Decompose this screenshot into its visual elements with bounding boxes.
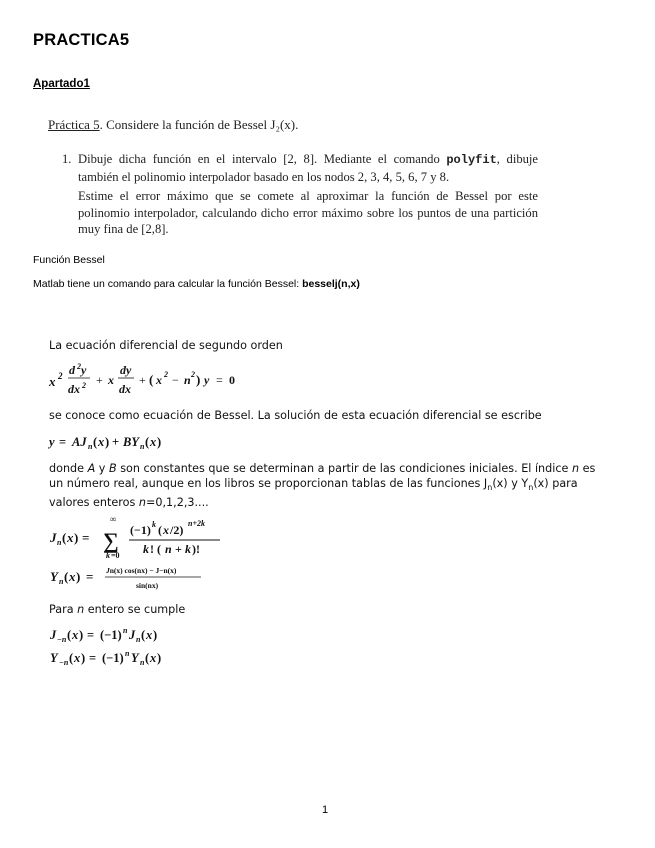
svg-text:(−1): (−1) [130, 523, 151, 537]
svg-text:(: ( [145, 651, 150, 665]
matlab-note-text: Matlab tiene un comando para calcular la función Bessel: [33, 278, 303, 290]
svg-text:(: ( [69, 651, 74, 665]
svg-text:): ) [105, 435, 110, 449]
svg-text:2: 2 [58, 371, 63, 381]
svg-text:J: J [50, 530, 57, 545]
para-n-text-3: entero se cumple [84, 603, 186, 616]
svg-text:x: x [98, 435, 105, 449]
item-text-a: Dibuje dicha función en el intervalo [2, 8]. Mediante el comando [78, 152, 447, 166]
svg-text:x: x [49, 374, 56, 389]
donde-A: A [87, 462, 96, 475]
svg-text:2: 2 [164, 370, 168, 379]
svg-text:n: n [140, 442, 145, 451]
svg-text:dx: dx [68, 382, 80, 396]
svg-text:=: = [87, 628, 95, 642]
svg-text:k: k [152, 520, 156, 529]
svg-text:x: x [150, 435, 157, 449]
donde-text-7: =0,1,2,3.... [145, 496, 209, 510]
svg-text:=: = [216, 373, 223, 387]
svg-text:+: + [139, 373, 146, 387]
svg-text:): ) [153, 628, 158, 642]
donde-text-3: son constantes que se determinan a partir de las condiciones iniciales. El índice [116, 462, 572, 475]
svg-text:Y: Y [50, 651, 58, 665]
svg-text:(: ( [67, 628, 72, 642]
svg-text:n: n [184, 373, 191, 387]
svg-text:! (: ! ( [150, 542, 161, 556]
svg-text:=: = [59, 435, 67, 449]
svg-text:(: ( [145, 435, 150, 449]
para-n-n: n [77, 603, 85, 616]
svg-text:−n: −n [57, 635, 67, 644]
exercise-heading-label: Práctica 5 [48, 117, 100, 132]
svg-text:n: n [88, 442, 93, 451]
svg-text:BY: BY [123, 435, 139, 449]
donde-B: B [108, 462, 117, 475]
exercise-item-number: 1. [62, 152, 72, 166]
para-n-entero [49, 603, 185, 616]
svg-text:x: x [150, 651, 157, 665]
svg-text:): ) [196, 372, 201, 387]
svg-text:0: 0 [229, 373, 235, 387]
donde-text-4: es un número real, aunque en los libros se proporcionan tablas de las funciones J [49, 462, 596, 490]
donde-n: n [571, 462, 580, 475]
svg-text:x: x [156, 373, 162, 387]
item-text-b: , dibuje también el polinomio interpolador basado en los nodos 2, 3, 4, 5, 6, 7 y 8. [78, 152, 538, 184]
svg-text:(−1): (−1) [100, 628, 122, 642]
ecuacion-label: La ecuación diferencial de segundo orden [49, 339, 283, 352]
svg-text:): ) [157, 651, 162, 665]
general-solution-equation [48, 432, 218, 452]
svg-text:x: x [69, 569, 76, 584]
donde-n-2: n [138, 496, 146, 510]
yn-formula [48, 563, 218, 593]
exercise-intro: . Considere la función de Bessel J₂(x). [99, 117, 299, 132]
svg-text:y: y [81, 363, 87, 377]
svg-text:): ) [74, 530, 79, 545]
besselj-command: besselj(n,x) [302, 278, 360, 290]
section-heading: Apartado1 [33, 78, 90, 90]
svg-text:dx: dx [119, 382, 131, 396]
svg-text:n: n [165, 542, 172, 556]
svg-text:(: ( [64, 569, 69, 584]
svg-text:(: ( [141, 628, 146, 642]
donde-text-2: y [95, 462, 109, 475]
svg-text:x: x [163, 523, 169, 537]
funcion-bessel-label: Función Bessel [33, 254, 105, 266]
svg-text:n: n [59, 577, 64, 586]
donde-text-6: (x) para valores enteros [49, 477, 578, 510]
svg-text:=0: =0 [111, 551, 120, 560]
svg-text:AJ: AJ [72, 435, 87, 449]
svg-text:k: k [143, 542, 149, 556]
svg-text:(−1): (−1) [102, 651, 124, 665]
svg-text:∞: ∞ [110, 514, 117, 524]
svg-text:(: ( [149, 372, 154, 387]
matlab-note [33, 278, 360, 290]
svg-text:Jn(x) cos(nx) − J−n(x): Jn(x) cos(nx) − J−n(x) [106, 566, 177, 575]
svg-text:y: y [204, 373, 210, 387]
svg-text:+: + [96, 373, 103, 387]
svg-text:2: 2 [82, 381, 86, 390]
svg-text:J: J [129, 628, 136, 642]
donde-text-5: (x) y Y [492, 477, 529, 490]
page-number: 1 [322, 804, 329, 816]
se-conoce-text: se conoce como ecuación de Bessel. La solución de esta ecuación diferencial se escribe [49, 409, 542, 422]
svg-text:n: n [57, 538, 62, 547]
svg-text:(: ( [62, 530, 67, 545]
svg-text:)!: )! [192, 542, 200, 556]
svg-text:n+2k: n+2k [188, 519, 206, 528]
svg-text:dy: dy [120, 363, 132, 377]
svg-text:2: 2 [77, 362, 81, 371]
svg-text:=: = [86, 569, 94, 584]
svg-text:2: 2 [191, 370, 195, 379]
exercise-item-paragraph-1 [78, 151, 538, 185]
svg-text:Y: Y [50, 569, 58, 584]
svg-text:): ) [79, 628, 84, 642]
svg-text:∑: ∑ [103, 528, 119, 553]
svg-text:x: x [74, 651, 81, 665]
document-title: PRACTICA5 [33, 31, 130, 49]
polyfit-command: polyfit [446, 153, 497, 167]
svg-text:−: − [172, 373, 179, 387]
svg-text:(: ( [93, 435, 98, 449]
svg-text:n: n [123, 626, 128, 635]
svg-text:+: + [175, 542, 182, 556]
svg-text:Y: Y [131, 651, 139, 665]
svg-text:n: n [125, 649, 130, 658]
jn-series-formula [48, 512, 248, 562]
svg-text:sin(nx): sin(nx) [136, 581, 159, 590]
svg-text:x: x [72, 628, 79, 642]
donde-text-1: donde [49, 462, 88, 475]
svg-text:y: y [49, 435, 55, 449]
bessel-equation [48, 362, 268, 398]
svg-text:x: x [67, 530, 74, 545]
svg-text:): ) [81, 651, 86, 665]
svg-text:k: k [185, 542, 191, 556]
svg-text:(: ( [158, 523, 162, 537]
svg-text:): ) [76, 569, 81, 584]
exercise-item-paragraph-2: Estime el error máximo que se comete al aproximar la función de Bessel por este polinomio interpolador, calculando dicho error máximo sobre los puntos de una partición muy fina de [2,8]. [78, 189, 538, 236]
svg-text:+: + [112, 435, 120, 449]
svg-text:x: x [108, 373, 114, 387]
svg-text:J: J [50, 628, 57, 642]
svg-text:): ) [157, 435, 162, 449]
svg-text:=: = [82, 530, 90, 545]
svg-text:=: = [89, 651, 97, 665]
svg-text:k: k [106, 551, 110, 560]
svg-text:n: n [136, 635, 141, 644]
exercise-heading [48, 117, 298, 133]
negative-order-relations [48, 625, 218, 669]
svg-text:−n: −n [59, 658, 69, 667]
svg-text:d: d [69, 363, 75, 377]
svg-text:/2): /2) [170, 523, 184, 537]
para-n-text-1: Para [49, 603, 78, 616]
svg-text:x: x [146, 628, 153, 642]
svg-text:n: n [140, 658, 145, 667]
donde-paragraph: donde A y B son constantes que se determinan a partir de las condiciones iniciales. El índice n es un número real, aunque en los libros se proporcionan tablas de las funciones $J_n(x)$ y $Y_n(x)$ para valores enteros n=0,1,2,3.... [49, 462, 596, 510]
